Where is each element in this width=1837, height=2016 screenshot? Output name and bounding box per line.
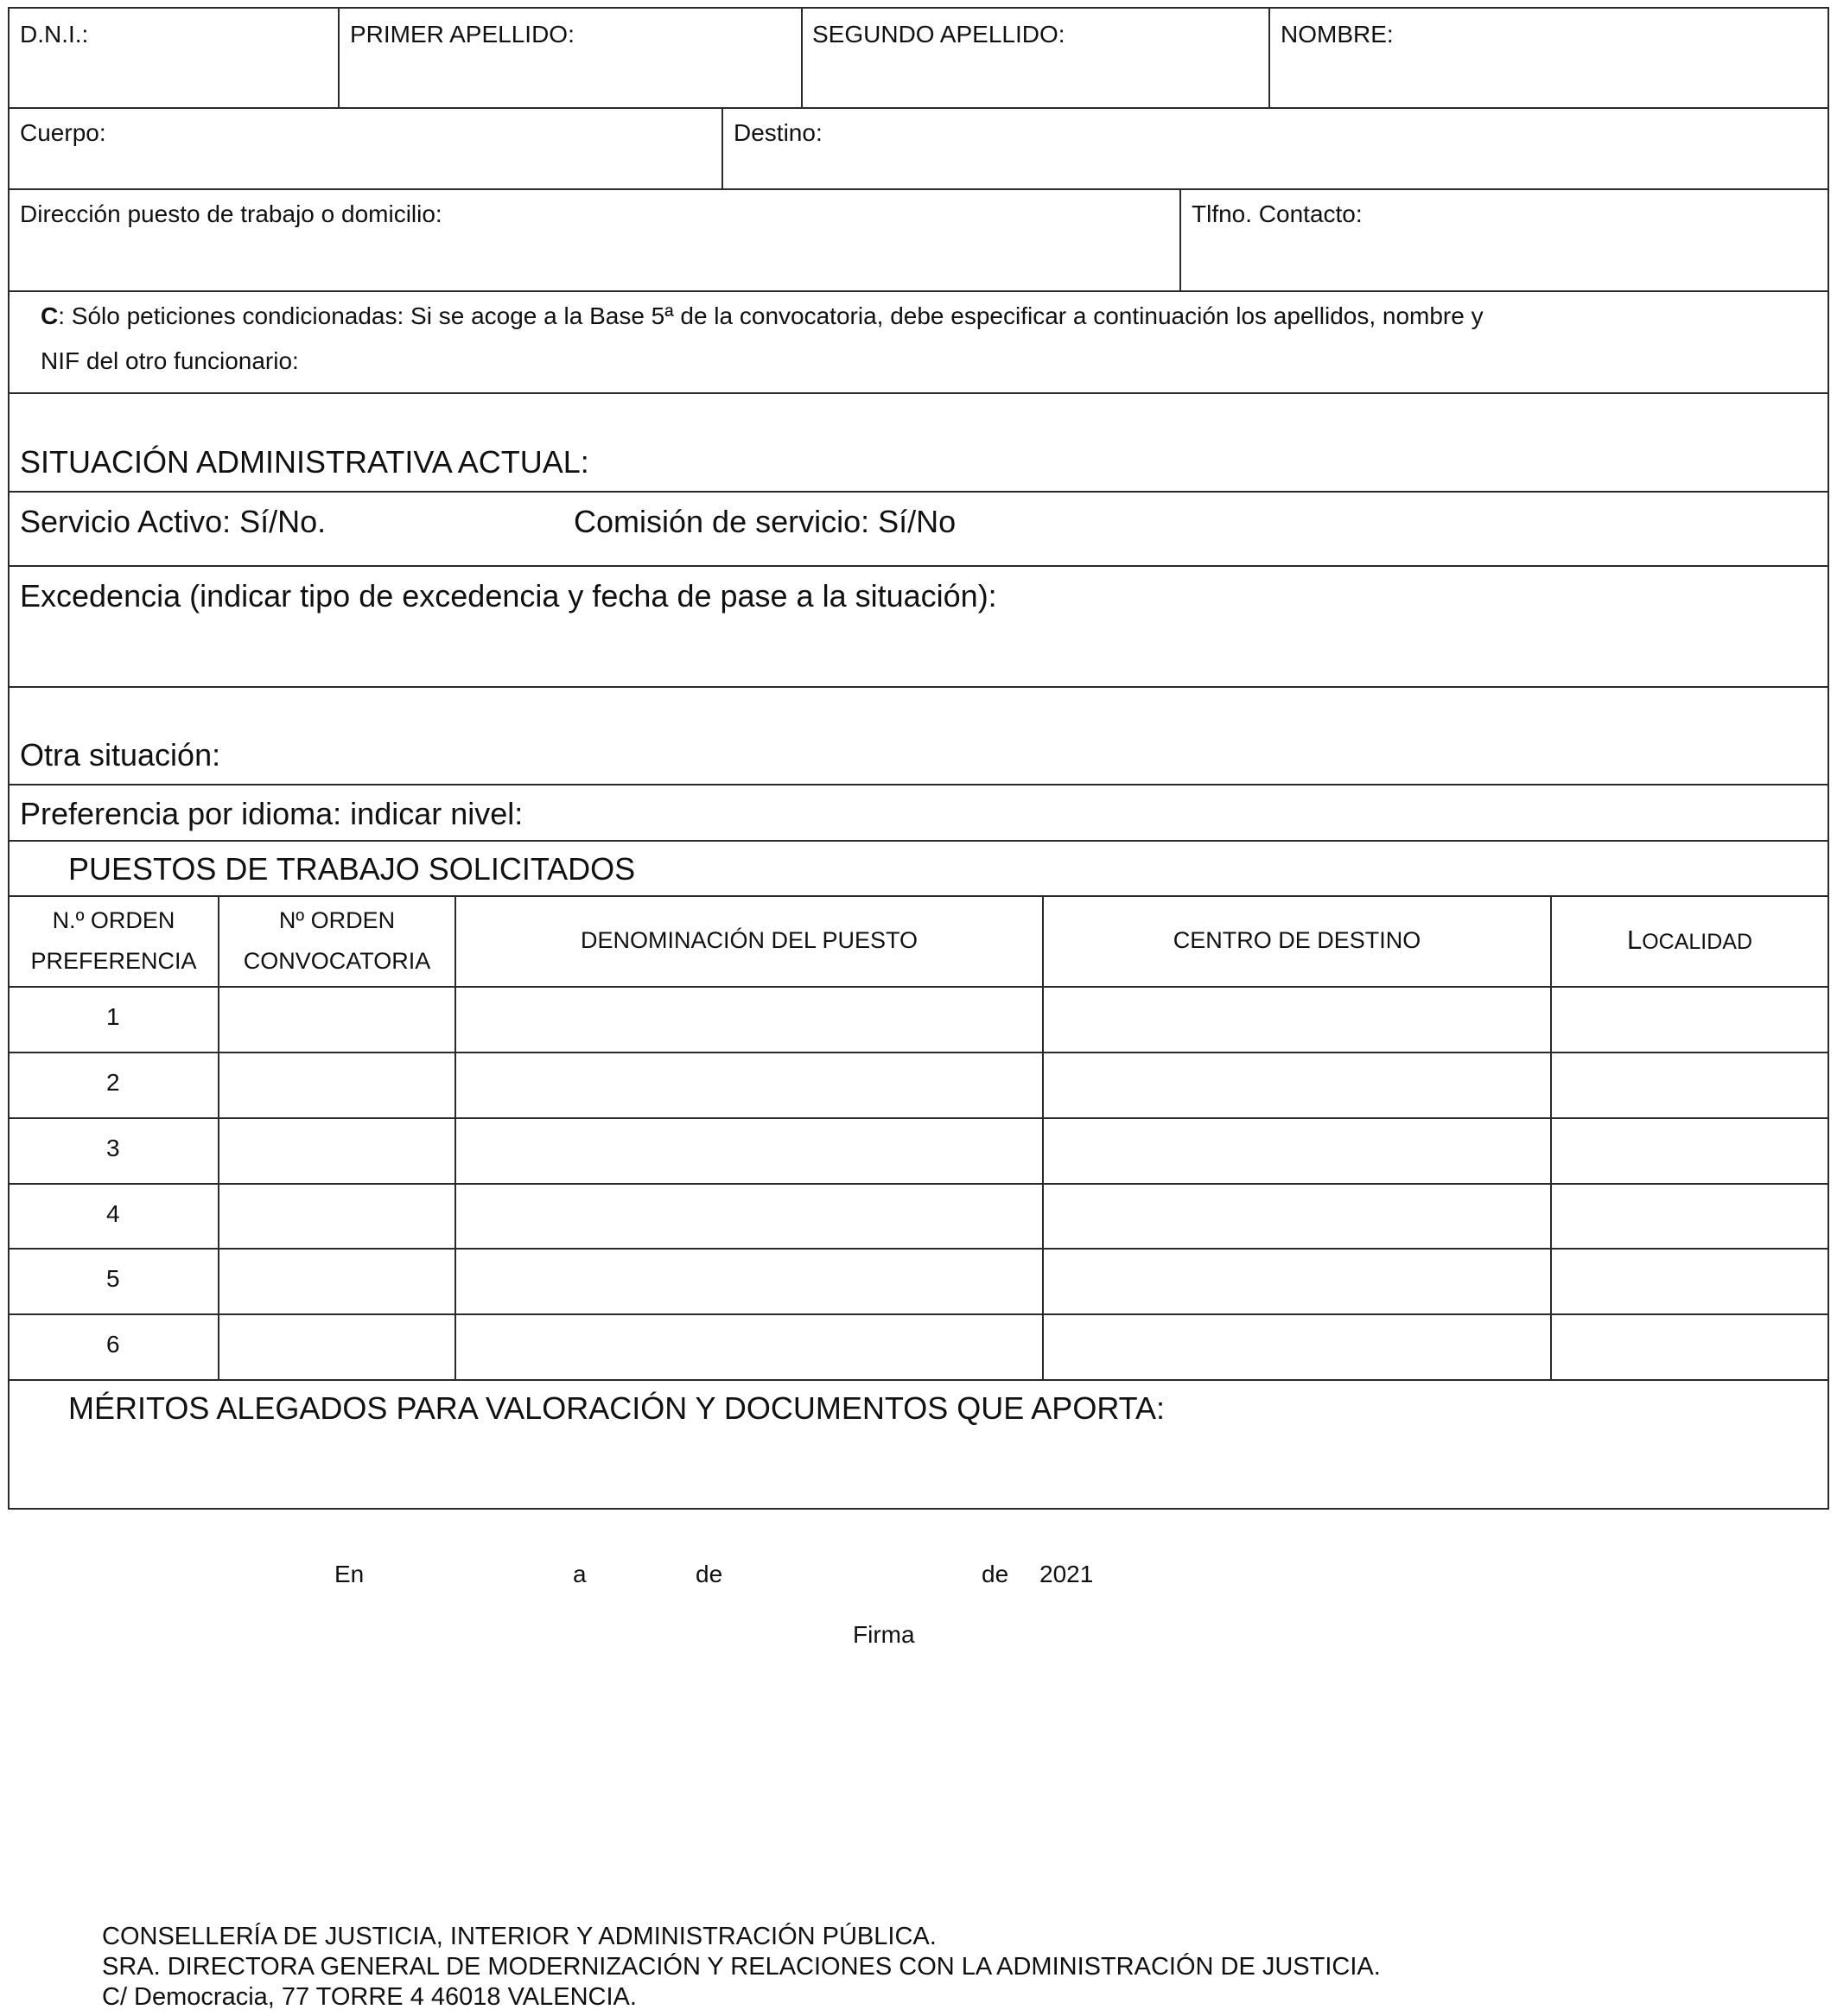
header-orden-preferencia-1: N.º ORDEN (52, 907, 175, 933)
table-row[interactable] (10, 988, 1827, 1052)
row-number: 5 (106, 1265, 120, 1292)
destino-label: Destino: (734, 119, 823, 146)
excedencia-label: Excedencia (indicar tipo de excedencia y fecha de pase a la situación): (20, 578, 997, 614)
primer-apellido-label: PRIMER APELLIDO: (350, 21, 575, 48)
row-number: 2 (106, 1069, 120, 1096)
otra-situacion-label: Otra situación: (20, 737, 221, 773)
recipient-line-2: SRA. DIRECTORA GENERAL DE MODERNIZACIÓN Y RELACIONES CON LA ADMINISTRACIÓN DE JUSTICIA. (102, 1953, 1381, 1981)
header-localidad-rest: OCALIDAD (1642, 930, 1753, 954)
divider (8, 392, 1829, 394)
day-label: a (573, 1561, 587, 1587)
cuerpo-field[interactable] (10, 109, 721, 188)
signature-label: Firma (853, 1621, 915, 1648)
condicionadas-text: : Sólo peticiones condicionadas: Si se acoge a la Base 5ª de la convocatoria, debe especificar a continuación los apellidos, nombre y (58, 302, 1484, 329)
primer-apellido-field[interactable] (340, 9, 801, 107)
segundo-apellido-label: SEGUNDO APELLIDO: (812, 21, 1065, 48)
table-row[interactable] (10, 1185, 1827, 1248)
form-border-right (1827, 7, 1829, 1510)
condicionadas-field[interactable] (10, 292, 1827, 392)
direccion-field[interactable] (10, 190, 1179, 290)
cuerpo-label: Cuerpo: (20, 119, 106, 146)
telefono-label: Tlfno. Contacto: (1192, 200, 1363, 227)
divider (8, 895, 1829, 897)
servicio-activo-label: Servicio Activo: Sí/No. (20, 504, 327, 539)
year-prefix-label: de (982, 1561, 1009, 1587)
meritos-title: MÉRITOS ALEGADOS PARA VALORACIÓN Y DOCUMENTOS QUE APORTA: (68, 1390, 1165, 1426)
table-row[interactable] (10, 1315, 1827, 1379)
telefono-field[interactable] (1181, 190, 1827, 290)
header-orden-convocatoria-2: CONVOCATORIA (243, 948, 431, 974)
condicionadas-line2: NIF del otro funcionario: (41, 347, 299, 374)
situacion-title: SITUACIÓN ADMINISTRATIVA ACTUAL: (20, 444, 589, 480)
servicio-activo-field[interactable] (10, 493, 1827, 565)
nombre-field[interactable] (1270, 9, 1827, 107)
recipient-line-1: CONSELLERÍA DE JUSTICIA, INTERIOR Y ADMINISTRACIÓN PÚBLICA. (102, 1923, 937, 1950)
puestos-title: PUESTOS DE TRABAJO SOLICITADOS (68, 851, 636, 887)
condicionadas-letter: C (41, 302, 59, 329)
destino-field[interactable] (723, 109, 1827, 188)
header-centro-destino: CENTRO DE DESTINO (1173, 927, 1421, 953)
row-number: 3 (106, 1135, 120, 1161)
month-label: de (696, 1561, 723, 1587)
dni-label: D.N.I.: (20, 21, 89, 48)
form-border-bottom (8, 1508, 1829, 1510)
idioma-label: Preferencia por idioma: indicar nivel: (20, 796, 524, 831)
header-localidad-initial: L (1626, 925, 1643, 955)
nombre-label: NOMBRE: (1281, 21, 1394, 48)
dni-field[interactable] (10, 9, 338, 107)
idioma-field[interactable] (10, 785, 1827, 840)
row-number: 1 (106, 1003, 120, 1030)
otra-situacion-field[interactable] (10, 688, 1827, 784)
header-orden-convocatoria-1: Nº ORDEN (278, 907, 396, 933)
excedencia-field[interactable] (10, 567, 1827, 686)
meritos-field[interactable] (10, 1381, 1827, 1508)
place-label: En (334, 1561, 365, 1587)
segundo-apellido-field[interactable] (803, 9, 1268, 107)
row-number: 6 (106, 1331, 120, 1358)
comision-servicio-label: Comisión de servicio: Sí/No (574, 504, 957, 539)
header-localidad (1552, 926, 1827, 953)
header-orden-preferencia-2: PREFERENCIA (30, 948, 197, 974)
condicionadas-line1 (41, 304, 1484, 328)
recipient-line-3: C/ Democracia, 77 TORRE 4 46018 VALENCIA. (102, 1983, 637, 2011)
header-denominacion: DENOMINACIÓN DEL PUESTO (580, 927, 918, 953)
table-row[interactable] (10, 1119, 1827, 1183)
row-number: 4 (106, 1200, 120, 1227)
divider (8, 840, 1829, 842)
direccion-label: Dirección puesto de trabajo o domicilio: (20, 200, 442, 227)
table-row[interactable] (10, 1053, 1827, 1117)
table-row[interactable] (10, 1250, 1827, 1313)
year-value: 2021 (1039, 1561, 1094, 1587)
